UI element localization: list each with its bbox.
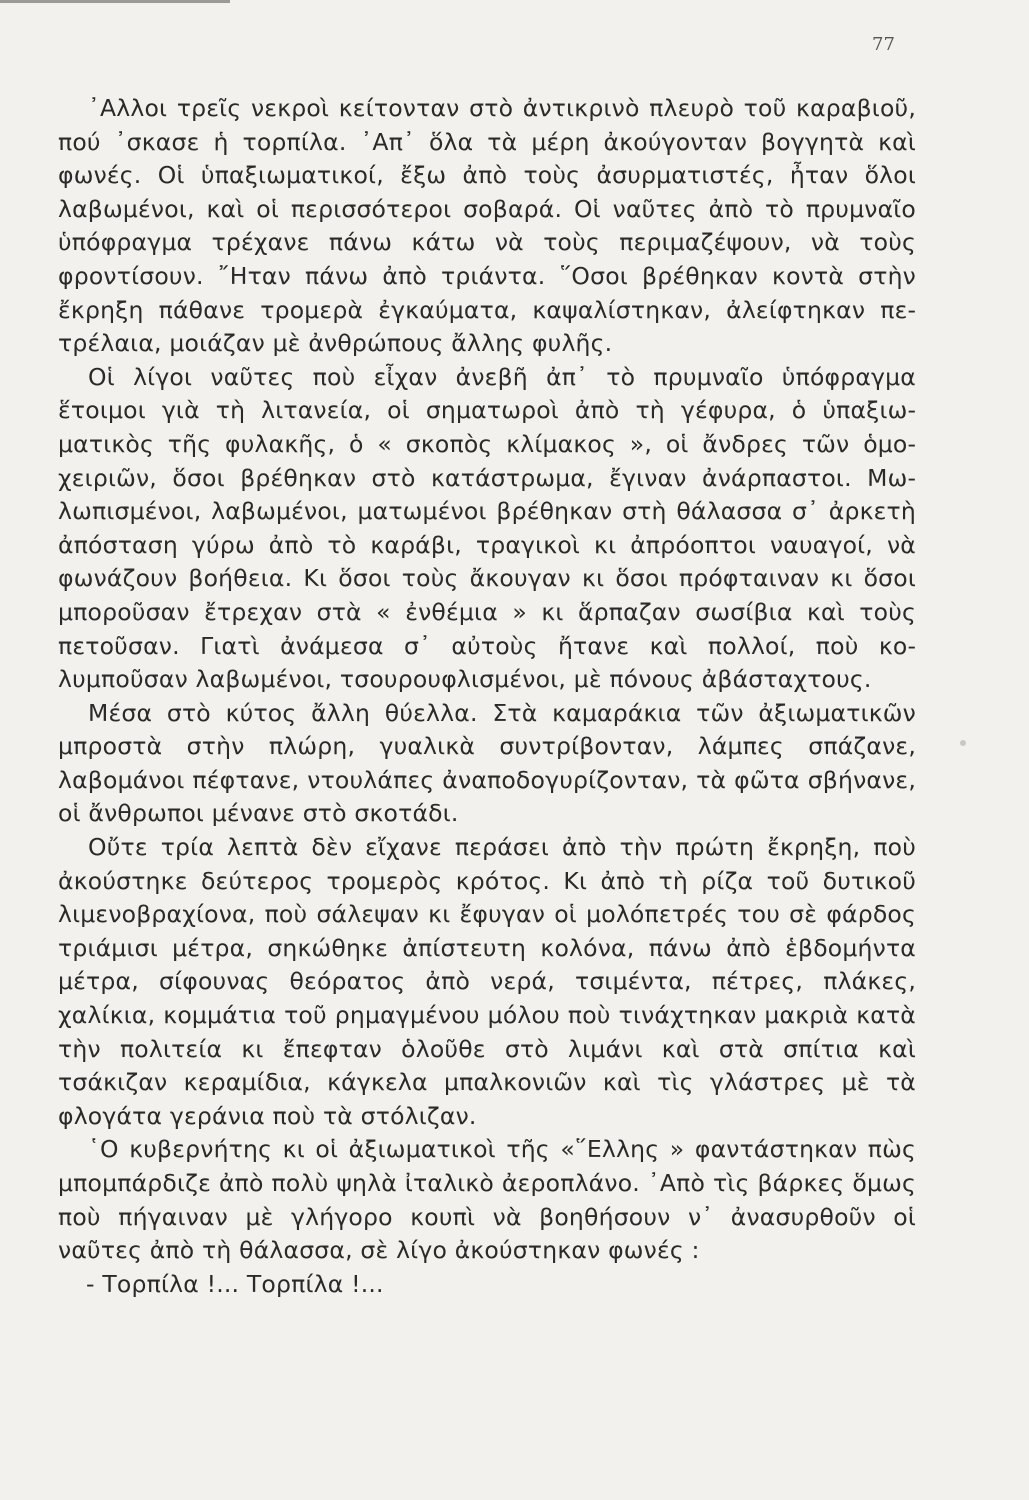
dialog-line: - Τορπίλα !... Τορπίλα !... — [86, 1269, 384, 1298]
body-text — [58, 92, 916, 1301]
paragraph-2: Οἱ λίγοι ναῦτες ποὺ εἶχαν ἀνεβῆ ἀπ᾽ τὸ πρυμναῖο ὑπόφραγμα ἕτοιμοι γιὰ τὴ λιτανεία, οἱ σηματωροὶ ἀπὸ τὴ γέφυρα, ὁ ὑπαξιωματικὸς τῆς φυλακῆς, ὁ « σκοπὸς κλίμακος », οἱ ἄνδρες τῶν ὁμοχειριῶν, ὅσοι βρέθηκαν στὸ κατάστρωμα, ἔγιναν ἀνάρπαστοι. Μωλωπισμένοι, λαβωμένοι, ματωμένοι βρέθηκαν στὴ θάλασσα σ᾽ ἀρκετὴ ἀπόσταση γύρω ἀπὸ τὸ καράβι, τραγικοὶ κι ἀπρόοπτοι ναυαγοί, νὰ φωνάζουν βοήθεια. Κι ὅσοι τοὺς ἄκουγαν κι ὅσοι πρόφταιναν κι ὅσοι μποροῦσαν ἔτρεχαν στὰ « ἐνθέμια » κι ἅρπαζαν σωσίβια καὶ τοὺς πετοῦσαν. Γιατὶ ἀνάμεσα σ᾽ αὐτοὺς ἤτανε καὶ πολλοί, ποὺ κολυμποῦσαν λαβωμένοι, τσουρουφλισμένοι, μὲ πόνους ἀβάσταχτους. — [58, 362, 916, 694]
paragraph-5: ῾Ο κυβερνήτης κι οἱ ἀξιωματικοὶ τῆς «῞Ελλης » φαντάστηκαν πὼς μπομπάρδιζε ἀπὸ πολὺ ψηλὰ ἰταλικὸ ἀεροπλάνο. ᾽Απὸ τὶς βάρκες ὅμως ποὺ πήγαιναν μὲ γλήγορο κουπὶ νὰ βοηθήσουν ν᾽ ἀνασυρθοῦν οἱ ναῦτες ἀπὸ τὴ θάλασσα, σὲ λίγο ἀκούστηκαν φωνές : — [58, 1135, 916, 1265]
paragraph-3: Μέσα στὸ κύτος ἄλλη θύελλα. Στὰ καμαράκια τῶν ἀξιωματικῶν μπροστὰ στὴν πλώρη, γυαλικὰ συντρίβονταν, λάμπες σπάζανε, λαβομάνοι πέφτανε, ντουλάπες ἀναποδογυρίζονταν, τὰ φῶτα σβήνανε, οἱ ἄνθρωποι μένανε στὸ σκοτάδι. — [58, 698, 916, 828]
page-number: 77 — [872, 34, 895, 55]
margin-speck — [960, 740, 966, 746]
paragraph-1: ᾿Αλλοι τρεῖς νεκροὶ κείτονταν στὸ ἀντικρινὸ πλευρὸ τοῦ καραβιοῦ, πού ᾽σκασε ἡ τορπίλα. ᾽Απ᾽ ὅλα τὰ μέρη ἀκούγονταν βογγητὰ καὶ φωνές. Οἱ ὑπαξιωματικοί, ἔξω ἀπὸ τοὺς ἀσυρματιστές, ἦταν ὅλοι λαβωμένοι, καὶ οἱ περισσότεροι σοβαρά. Οἱ ναῦτες ἀπὸ τὸ πρυμναῖο ὑπόφραγμα τρέχανε πάνω κάτω νὰ τοὺς περιμαζέψουν, νὰ τοὺς φροντίσουν. ῎Ηταν πάνω ἀπὸ τριάντα. ῞Οσοι βρέθηκαν κοντὰ στὴν ἔκρηξη πάθανε τρομερὰ ἐγκαύματα, καψαλίστηκαν, ἀλείφτηκαν πετρέλαια, μοιάζαν μὲ ἀνθρώπους ἄλλης φυλῆς. — [58, 94, 916, 358]
top-rule — [0, 0, 230, 3]
paragraph-4: Οὔτε τρία λεπτὰ δὲν εἴχανε περάσει ἀπὸ τὴν πρώτη ἔκρηξη, ποὺ ἀκούστηκε δεύτερος τρομερὸς κρότος. Κι ἀπὸ τὴ ρίζα τοῦ δυτικοῦ λιμενοβραχίονα, ποὺ σάλεψαν κι ἔφυγαν οἱ μολόπετρές του σὲ φάρδος τριάμισι μέτρα, σηκώθηκε ἀπίστευτη κολόνα, πάνω ἀπὸ ἑβδομήντα μέτρα, σίφουνας θεόρατος ἀπὸ νερά, τσιμέντα, πέτρες, πλάκες, χαλίκια, κομμάτια τοῦ ρημαγμένου μόλου ποὺ τινάχτηκαν μακριὰ κατὰ τὴν πολιτεία κι ἔπεφταν ὁλοῦθε στὸ λιμάνι καὶ στὰ σπίτια καὶ τσάκιζαν κεραμίδια, κάγκελα μπαλκονιῶν καὶ τὶς γλάστρες μὲ τὰ φλογάτα γεράνια ποὺ τὰ στόλιζαν. — [58, 833, 916, 1130]
